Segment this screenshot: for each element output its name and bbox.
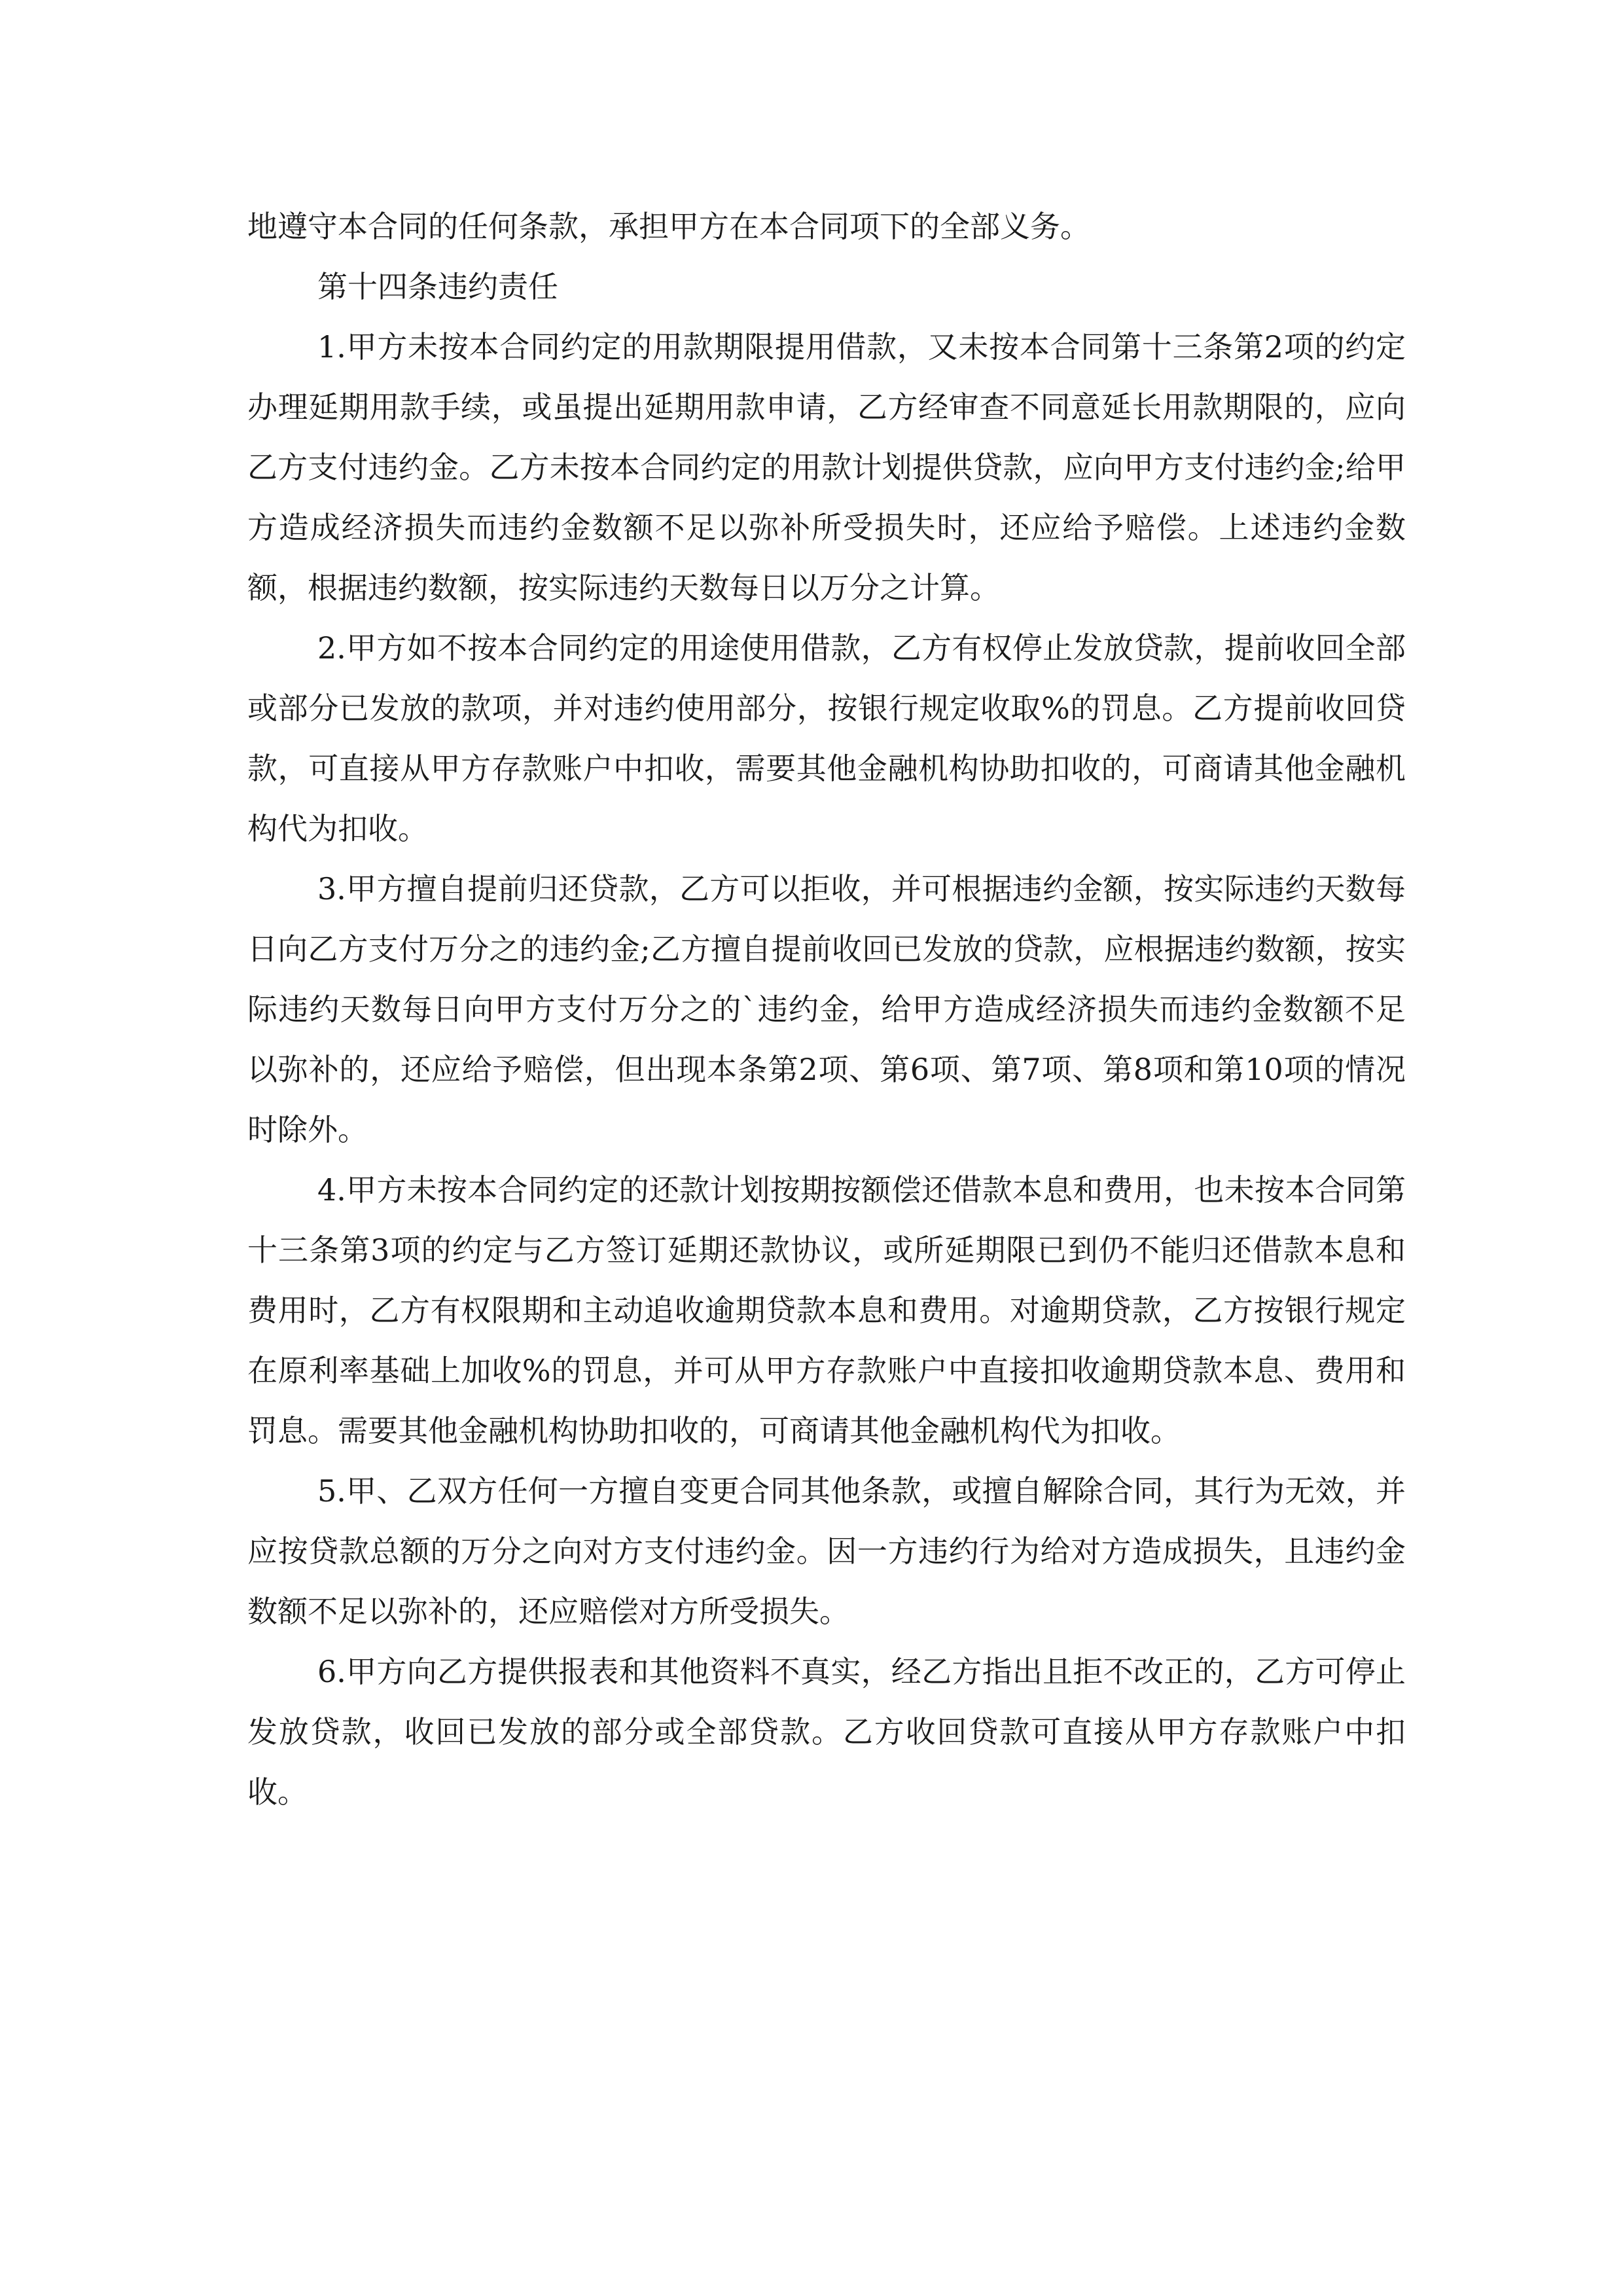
clause-3: 3.甲方擅自提前归还贷款，乙方可以拒收，并可根据违约金额，按实际违约天数每日向乙方支付万分之的违约金;乙方擅自提前收回已发放的贷款，应根据违约数额，按实际违约天数每日向甲方支付万分之的`违约金，给甲方造成经济损失而违约金数额不足以弥补的，还应给予赔偿，但出现本条第2项、第6项、第7项、第8项和第10项的情况时除外。	[247, 871, 1406, 1147]
section-heading-article-14: 第十四条违约责任	[317, 269, 558, 304]
clause-1: 1.甲方未按本合同约定的用款期限提用借款，又未按本合同第十三条第2项的约定办理延期用款手续，或虽提出延期用款申请，乙方经审查不同意延长用款期限的，应向乙方支付违约金。乙方未按本合同约定的用款计划提供贷款，应向甲方支付违约金;给甲方造成经济损失而违约金数额不足以弥补所受损失时，还应给予赔偿。上述违约金数额，根据违约数额，按实际违约天数每日以万分之计算。	[247, 329, 1406, 605]
clause-5: 5.甲、乙双方任何一方擅自变更合同其他条款，或擅自解除合同，其行为无效，并应按贷款总额的万分之向对方支付违约金。因一方违约行为给对方造成损失，且违约金数额不足以弥补的，还应赔偿对方所受损失。	[247, 1473, 1406, 1629]
document-body	[247, 196, 1406, 1822]
paragraph-continuation: 地遵守本合同的任何条款，承担甲方在本合同项下的全部义务。	[247, 209, 1090, 244]
clause-2: 2.甲方如不按本合同约定的用途使用借款，乙方有权停止发放贷款，提前收回全部或部分已发放的款项，并对违约使用部分，按银行规定收取%的罚息。乙方提前收回贷款，可直接从甲方存款账户中扣收，需要其他金融机构协助扣收的，可商请其他金融机构代为扣收。	[247, 630, 1406, 846]
clause-4: 4.甲方未按本合同约定的还款计划按期按额偿还借款本息和费用，也未按本合同第十三条第3项的约定与乙方签订延期还款协议，或所延期限已到仍不能归还借款本息和费用时，乙方有权限期和主动追收逾期贷款本息和费用。对逾期贷款，乙方按银行规定在原利率基础上加收%的罚息，并可从甲方存款账户中直接扣收逾期贷款本息、费用和罚息。需要其他金融机构协助扣收的，可商请其他金融机构代为扣收。	[247, 1172, 1406, 1448]
clause-6: 6.甲方向乙方提供报表和其他资料不真实，经乙方指出且拒不改正的，乙方可停止发放贷款，收回已发放的部分或全部贷款。乙方收回贷款可直接从甲方存款账户中扣收。	[247, 1654, 1406, 1810]
